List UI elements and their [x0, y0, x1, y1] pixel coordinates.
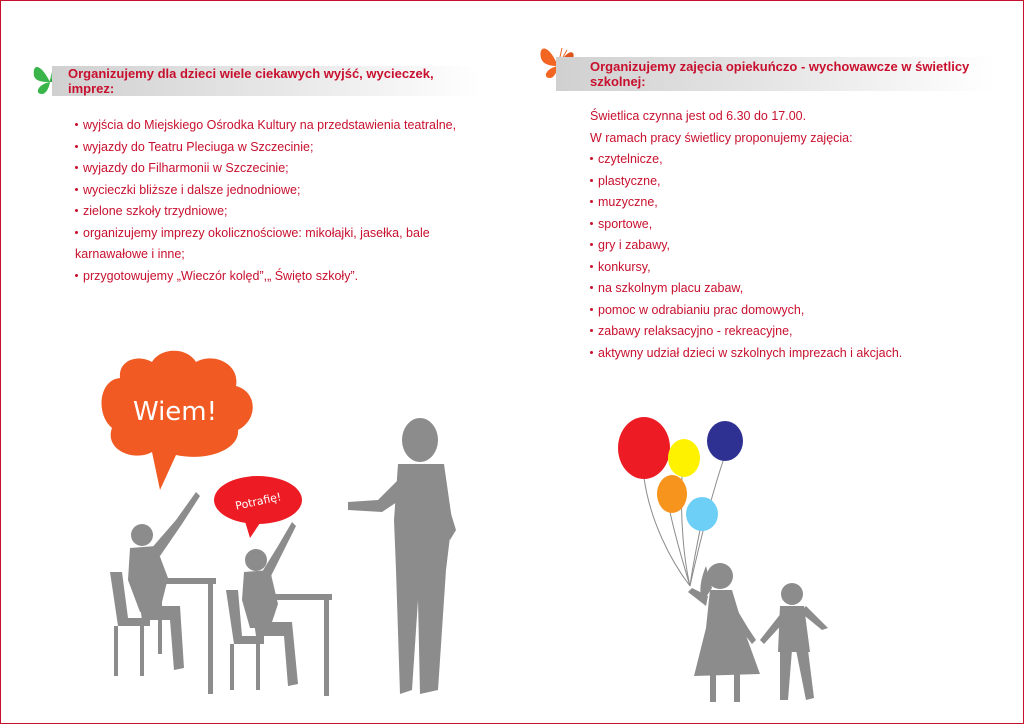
list-item: organizujemy imprezy okolicznościowe: mikołajki, jasełka, bale [75, 223, 475, 245]
list-item: aktywny udział dzieci w szkolnych imprezach i akcjach. [590, 343, 970, 365]
orange-balloon [657, 475, 687, 513]
yellow-balloon [668, 439, 700, 477]
list-item: zielone szkoły trzydniowe; [75, 201, 475, 223]
list-item: wycieczki bliższe i dalsze jednodniowe; [75, 180, 475, 202]
cyan-balloon [686, 497, 718, 531]
list-item: zabawy relaksacyjno - rekreacyjne, [590, 321, 970, 343]
activities-intro: W ramach pracy świetlicy proponujemy zajęcia: [590, 131, 853, 145]
left-heading-text: Organizujemy dla dzieci wiele ciekawych wyjść, wycieczek, imprez: [68, 66, 434, 96]
list-item: pomoc w odrabianiu prac domowych, [590, 300, 970, 322]
list-item: na szkolnym placu zabaw, [590, 278, 970, 300]
list-item: czytelnicze, [590, 149, 970, 171]
speech-bubble-big [102, 351, 253, 490]
list-item: wyjazdy do Filharmonii w Szczecinie; [75, 158, 475, 180]
list-item: wyjazdy do Teatru Pleciuga w Szczecinie; [75, 137, 475, 159]
list-item: sportowe, [590, 214, 970, 236]
bubble-big-text: Wiem! [132, 397, 218, 427]
list-item: plastyczne, [590, 171, 970, 193]
balloons [618, 417, 743, 586]
child-silhouette-1 [110, 492, 216, 694]
red-balloon [618, 417, 670, 479]
right-heading-text: Organizujemy zajęcia opiekuńczo - wychowawcze w świetlicy szkolnej: [590, 59, 970, 89]
girl-silhouette [688, 563, 760, 702]
list-item: przygotowujemy „Wieczór kolęd”,„ Święto szkoły”. [75, 266, 475, 288]
list-item: muzyczne, [590, 192, 970, 214]
teacher-silhouette [348, 418, 456, 694]
child-silhouette-2 [226, 522, 332, 696]
boy-silhouette [760, 583, 828, 700]
blue-balloon [707, 421, 743, 461]
list-item: konkursy, [590, 257, 970, 279]
list-item: gry i zabawy, [590, 235, 970, 257]
list-item-continuation: karnawałowe i inne; [75, 247, 185, 261]
bubble-small-text: Potrafię! [234, 490, 283, 513]
opening-hours: Świetlica czynna jest od 6.30 do 17.00. [590, 109, 807, 123]
list-item: wyjścia do Miejskiego Ośrodka Kultury na przedstawienia teatralne, [75, 115, 475, 137]
